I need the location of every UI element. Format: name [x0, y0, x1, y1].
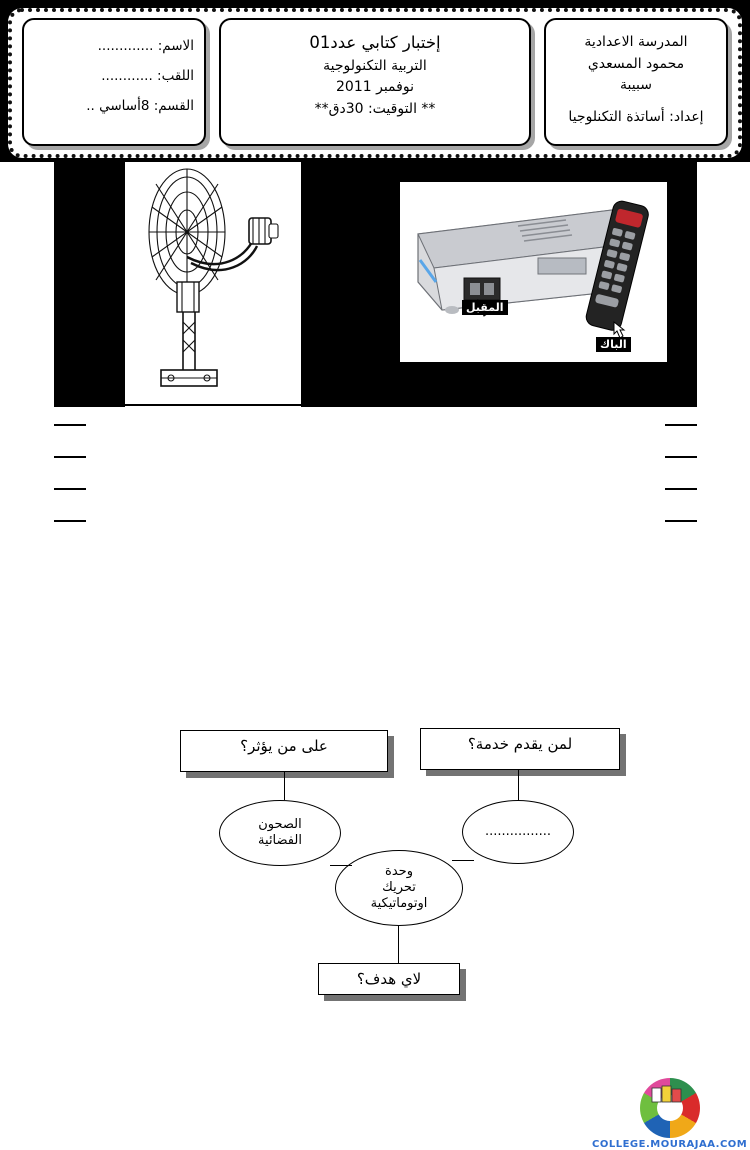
answer-dash-left-2[interactable] [54, 456, 86, 458]
site-logo-text: COLLEGE.MOURAJAA.COM [592, 1139, 748, 1150]
answer-dash-left-1[interactable] [54, 424, 86, 426]
student-identity-box [22, 18, 206, 146]
books-icon [650, 1084, 690, 1106]
exam-info-box [219, 18, 531, 146]
student-class-field[interactable]: القسم: 8أساسي .. [86, 97, 194, 114]
answer-dash-right-3[interactable] [665, 488, 697, 490]
exam-subject: التربية التكنولوجية [323, 57, 427, 74]
receiver-caption: المقبل [462, 300, 508, 315]
blank-ellipse[interactable]: ................ [462, 800, 574, 864]
answer-dash-right-1[interactable] [665, 424, 697, 426]
bottom-separator-rule [54, 404, 697, 406]
receiver-photo [400, 182, 667, 362]
connector-left [330, 865, 352, 866]
goal-question-box: لاي هدف؟ [318, 963, 460, 995]
drive-unit-line2: تحريك [382, 879, 416, 895]
drive-unit-line3: اوتوماتيكية [370, 896, 428, 912]
exam-date: نوفمبر 2011 [336, 79, 414, 96]
service-question-box: لمن يقدم خدمة؟ [420, 728, 620, 770]
effect-question-box: على من يؤثر؟ [180, 730, 388, 772]
drive-unit-line1: وحدة [385, 863, 413, 879]
answer-dash-left-4[interactable] [54, 520, 86, 522]
school-name-line1: المدرسة الاعدادية [584, 34, 688, 50]
answer-dash-right-4[interactable] [665, 520, 697, 522]
satellite-dish-figure [125, 162, 301, 407]
connector-service-box [518, 770, 519, 800]
prepared-by: إعداد: أساتذة التكنلوجيا [568, 109, 704, 126]
student-surname-field[interactable]: اللقب: ............ [101, 67, 194, 84]
answer-dash-left-3[interactable] [54, 488, 86, 490]
satellite-dish-drawing [125, 162, 301, 407]
automatic-drive-unit-ellipse [335, 850, 463, 926]
site-logo [640, 1078, 700, 1138]
school-name-line2: محمود المسعدي [587, 55, 685, 72]
decoder-caption: الباك [596, 337, 631, 352]
figure-strip [54, 162, 697, 407]
exam-title: إختبار كتابي عدد01 [309, 33, 441, 52]
school-info-box [544, 18, 728, 146]
student-name-field[interactable]: الاسم: ............. [97, 38, 194, 54]
satellite-dish-ellipse-line1: الصحون [258, 816, 302, 832]
answer-dash-right-2[interactable] [665, 456, 697, 458]
school-city: سبيبة [620, 77, 652, 94]
satellite-dish-ellipse-line2: الفضائية [258, 833, 302, 848]
satellite-dish-ellipse [219, 800, 341, 866]
receiver-drawing [400, 182, 667, 362]
connector-effect-box [284, 772, 285, 800]
connector-right [452, 860, 474, 861]
connector-goal-box [398, 926, 399, 963]
exam-duration: ** التوقيت: 30دق** [314, 100, 436, 117]
